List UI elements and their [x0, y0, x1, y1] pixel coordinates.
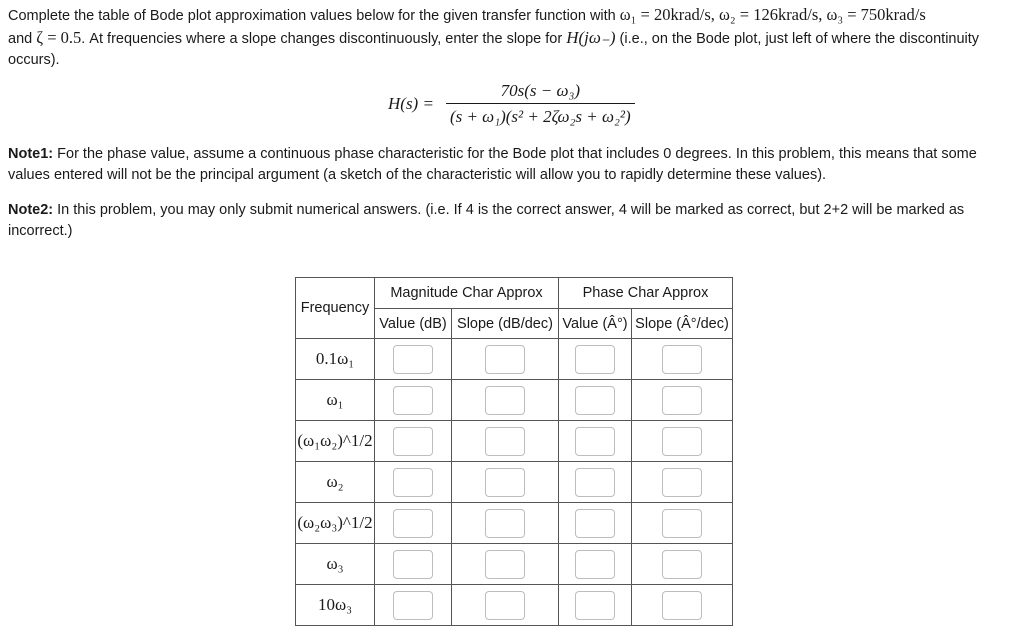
phase-slope-input[interactable] [662, 386, 702, 415]
phase-value-input[interactable] [575, 427, 615, 456]
note-1-text: For the phase value, assume a continuous phase characteristic for the Bode plot that includes 0 degrees. In this problem, this means that some values entered will not be the principal argument (a sketch of the characteristic will allow you to rapidly determine these values). [8, 146, 977, 183]
table-row [296, 544, 733, 585]
problem-statement: Complete the table of Bode plot approximation values below for the given transfer function with ω₁ = 20krad/s, ω₂ = 126krad/s, ω₃ = 750krad/s and ζ = 0.5. At frequencies where a slope changes discontinuously, enter the slope for H(jω₋) (i.e., on the Bode plot, just left of where the discontinuity occurs). [8, 5, 980, 68]
mag-slope-input[interactable] [485, 468, 525, 497]
formula-lhs: H(s) = [388, 94, 434, 113]
phase-slope-input[interactable] [662, 345, 702, 374]
table-row [296, 462, 733, 503]
note-1-label: Note1: [8, 146, 54, 162]
subheader-mag-value: Value (dB) [375, 309, 452, 339]
phase-value-input[interactable] [575, 345, 615, 374]
table-row [296, 339, 733, 380]
mag-value-input[interactable] [393, 345, 433, 374]
phase-slope-input[interactable] [662, 591, 702, 620]
frequency-header: Frequency [296, 278, 375, 339]
mag-slope-input[interactable] [485, 591, 525, 620]
formula-denominator: (s + ω₁)(s² + 2ζω₂s + ω₂²) [449, 107, 631, 126]
note-2 [8, 200, 1013, 242]
note-2-text: In this problem, you may only submit numerical answers. (i.e. If 4 is the correct answer, 4 will be marked as correct, but 2+2 will be marked as incorrect.) [8, 202, 965, 239]
zeta-value: ζ = 0.5 [36, 28, 82, 47]
subheader-phase-value: Value (Â°) [559, 309, 632, 339]
phase-value-input[interactable] [575, 591, 615, 620]
frequency-cell: ω₃ [296, 544, 375, 585]
mag-value-input[interactable] [393, 427, 433, 456]
mag-value-input[interactable] [393, 591, 433, 620]
mag-slope-input[interactable] [485, 427, 525, 456]
phase-slope-input[interactable] [662, 550, 702, 579]
frequency-cell: (ω₂ω₃)^1/2 [296, 503, 375, 544]
formula-numerator: 70s(s − ω₃) [500, 81, 581, 100]
phase-slope-input[interactable] [662, 468, 702, 497]
subheader-phase-slope: Slope (Â°/dec) [632, 309, 733, 339]
mag-value-input[interactable] [393, 386, 433, 415]
frequency-cell: ω₂ [296, 462, 375, 503]
frequency-cell: ω₁ [296, 380, 375, 421]
h-jw-minus: H(jω₋) [566, 28, 616, 47]
phase-slope-input[interactable] [662, 427, 702, 456]
frequency-cell: (ω₁ω₂)^1/2 [296, 421, 375, 462]
frequency-cell: 10ω₃ [296, 585, 375, 626]
mag-slope-input[interactable] [485, 345, 525, 374]
phase-value-input[interactable] [575, 386, 615, 415]
magnitude-header: Magnitude Char Approx [375, 278, 559, 309]
mag-slope-input[interactable] [485, 509, 525, 538]
mag-value-input[interactable] [393, 509, 433, 538]
table-row [296, 585, 733, 626]
note-2-label: Note2: [8, 202, 54, 218]
phase-header: Phase Char Approx [559, 278, 733, 309]
mag-value-input[interactable] [393, 468, 433, 497]
subheader-mag-slope: Slope (dB/dec) [452, 309, 559, 339]
phase-value-input[interactable] [575, 550, 615, 579]
note-1 [8, 144, 1013, 186]
mag-value-input[interactable] [393, 550, 433, 579]
table-row [296, 380, 733, 421]
mag-slope-input[interactable] [485, 386, 525, 415]
bode-table [295, 277, 733, 626]
transfer-function [388, 76, 635, 132]
mag-slope-input[interactable] [485, 550, 525, 579]
omega-values: ω₁ = 20krad/s, ω₂ = 126krad/s, ω₃ = 750krad/s [619, 5, 926, 24]
phase-slope-input[interactable] [662, 509, 702, 538]
frequency-cell: 0.1ω₁ [296, 339, 375, 380]
formula-fraction [446, 81, 635, 127]
phase-value-input[interactable] [575, 509, 615, 538]
table-row [296, 421, 733, 462]
table-row [296, 503, 733, 544]
phase-value-input[interactable] [575, 468, 615, 497]
